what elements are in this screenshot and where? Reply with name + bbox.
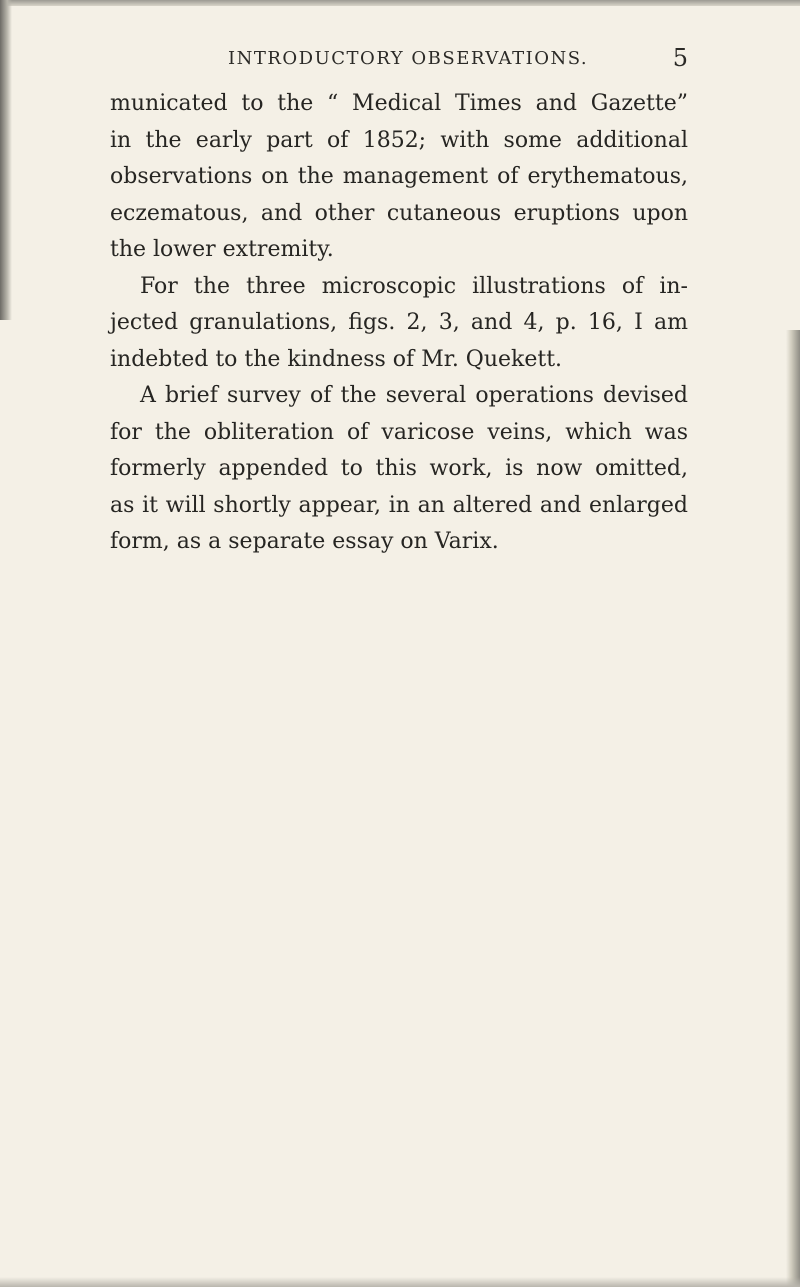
body-text <box>110 86 688 561</box>
text-line: A brief survey of the several operations devised <box>140 383 688 408</box>
text-line: observations on the management of erythematous, <box>110 164 688 189</box>
text-line: eczematous, and other cutaneous eruptions upon <box>110 200 688 226</box>
page-edge-top <box>0 0 800 6</box>
page-edge-right <box>786 330 800 1287</box>
page-edge-left <box>0 0 12 320</box>
text-line: For the three microscopic illustrations of in- <box>140 273 688 299</box>
text-line: in the early part of 1852; with some additional <box>110 127 688 153</box>
text-line: jected granulations, figs. 2, 3, and 4, p. 16, I am <box>110 310 688 335</box>
running-head: INTRODUCTORY OBSERVATIONS. <box>228 48 589 69</box>
text-line: municated to the “ Medical Times and Gazette” <box>110 91 688 116</box>
text-line: for the obliteration of varicose veins, which was <box>110 419 688 445</box>
text-line: form, as a separate essay on Varix. <box>110 529 499 554</box>
text-line: the lower extremity. <box>110 237 334 262</box>
page-edge-bottom <box>0 1277 800 1287</box>
text-line: formerly appended to this work, is now omitted, <box>110 456 688 481</box>
text-line: as it will shortly appear, in an altered and enlarged <box>110 492 688 518</box>
page-number: 5 <box>672 44 688 72</box>
text-line: indebted to the kindness of Mr. Quekett. <box>110 346 563 372</box>
page-header <box>110 44 688 76</box>
